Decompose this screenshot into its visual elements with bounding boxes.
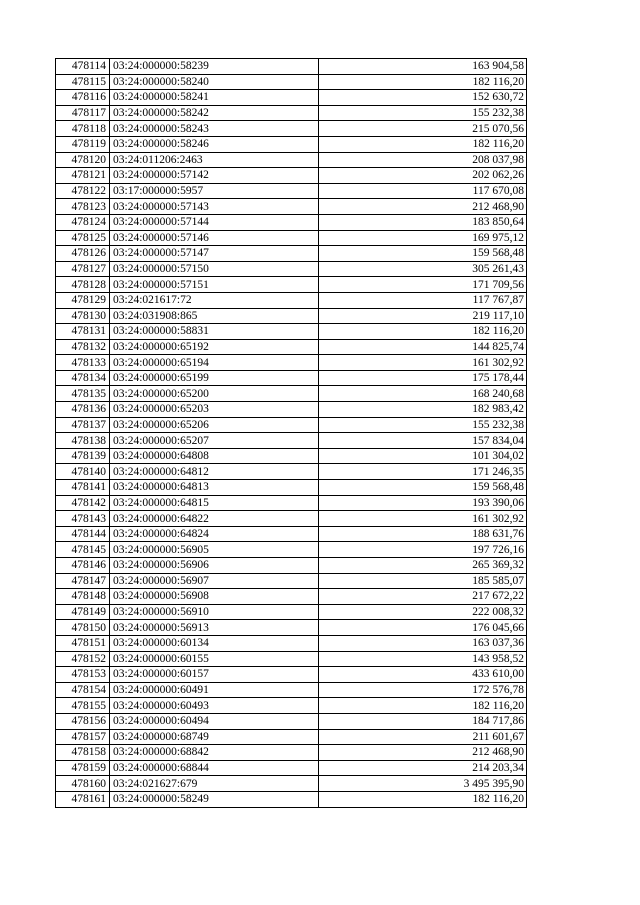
amount-cell: 171 709,56: [319, 277, 527, 293]
cadastral-number-cell: 03:24:000000:60491: [110, 682, 319, 698]
record-number-cell: 478143: [56, 511, 110, 527]
record-number-cell: 478139: [56, 448, 110, 464]
cadastral-number-cell: 03:24:000000:65206: [110, 417, 319, 433]
cadastral-number-cell: 03:24:000000:64815: [110, 495, 319, 511]
cadastral-number-cell: 03:24:000000:57144: [110, 214, 319, 230]
record-number-cell: 478128: [56, 277, 110, 293]
table-row: [56, 308, 527, 324]
amount-cell: 202 062,26: [319, 168, 527, 184]
cadastral-number-cell: 03:24:000000:56913: [110, 620, 319, 636]
table-row: [56, 495, 527, 511]
record-number-cell: 478116: [56, 90, 110, 106]
cadastral-number-cell: 03:24:011206:2463: [110, 152, 319, 168]
table-row: [56, 729, 527, 745]
cadastral-number-cell: 03:24:000000:64822: [110, 511, 319, 527]
amount-cell: 101 304,02: [319, 448, 527, 464]
amount-cell: 161 302,92: [319, 511, 527, 527]
table-row: [56, 214, 527, 230]
amount-cell: 219 117,10: [319, 308, 527, 324]
record-number-cell: 478133: [56, 355, 110, 371]
table-row: [56, 745, 527, 761]
record-number-cell: 478131: [56, 324, 110, 340]
amount-cell: 183 850,64: [319, 214, 527, 230]
table-row: [56, 620, 527, 636]
amount-cell: 212 468,90: [319, 745, 527, 761]
record-number-cell: 478121: [56, 168, 110, 184]
table-row: [56, 121, 527, 137]
table-row: [56, 355, 527, 371]
cadastral-number-cell: 03:24:000000:65194: [110, 355, 319, 371]
cadastral-number-cell: 03:24:000000:58240: [110, 74, 319, 90]
cadastral-number-cell: 03:24:000000:60493: [110, 698, 319, 714]
table-row: [56, 230, 527, 246]
cadastral-number-cell: 03:24:000000:57150: [110, 261, 319, 277]
amount-cell: 214 203,34: [319, 760, 527, 776]
record-number-cell: 478119: [56, 136, 110, 152]
amount-cell: 155 232,38: [319, 105, 527, 121]
amount-cell: 182 116,20: [319, 324, 527, 340]
amount-cell: 175 178,44: [319, 370, 527, 386]
cadastral-number-cell: 03:24:000000:58242: [110, 105, 319, 121]
cadastral-number-cell: 03:24:000000:64808: [110, 448, 319, 464]
record-number-cell: 478129: [56, 292, 110, 308]
record-number-cell: 478135: [56, 386, 110, 402]
record-number-cell: 478118: [56, 121, 110, 137]
record-number-cell: 478144: [56, 526, 110, 542]
cadastral-number-cell: 03:24:000000:57147: [110, 246, 319, 262]
amount-cell: 211 601,67: [319, 729, 527, 745]
amount-cell: 185 585,07: [319, 573, 527, 589]
amount-cell: 163 904,58: [319, 59, 527, 75]
cadastral-number-cell: 03:24:000000:57143: [110, 199, 319, 215]
cadastral-number-cell: 03:24:000000:58249: [110, 791, 319, 807]
cadastral-number-cell: 03:24:000000:57151: [110, 277, 319, 293]
record-number-cell: 478127: [56, 261, 110, 277]
table-row: [56, 168, 527, 184]
table-row: [56, 74, 527, 90]
table-row: [56, 542, 527, 558]
record-number-cell: 478156: [56, 713, 110, 729]
table-row: [56, 433, 527, 449]
amount-cell: 182 116,20: [319, 74, 527, 90]
amount-cell: 265 369,32: [319, 558, 527, 574]
record-number-cell: 478120: [56, 152, 110, 168]
cadastral-number-cell: 03:24:021627:679: [110, 776, 319, 792]
amount-cell: 222 008,32: [319, 604, 527, 620]
amount-cell: 171 246,35: [319, 464, 527, 480]
record-number-cell: 478115: [56, 74, 110, 90]
amount-cell: 184 717,86: [319, 713, 527, 729]
table-row: [56, 791, 527, 807]
record-number-cell: 478152: [56, 651, 110, 667]
amount-cell: 161 302,92: [319, 355, 527, 371]
record-number-cell: 478147: [56, 573, 110, 589]
cadastral-number-cell: 03:24:000000:65207: [110, 433, 319, 449]
table-row: [56, 558, 527, 574]
cadastral-number-cell: 03:24:000000:64812: [110, 464, 319, 480]
cadastral-number-cell: 03:24:000000:56910: [110, 604, 319, 620]
amount-cell: 152 630,72: [319, 90, 527, 106]
cadastral-number-cell: 03:24:000000:60494: [110, 713, 319, 729]
table-row: [56, 277, 527, 293]
amount-cell: 217 672,22: [319, 589, 527, 605]
record-number-cell: 478158: [56, 745, 110, 761]
cadastral-number-cell: 03:24:000000:64813: [110, 480, 319, 496]
table-row: [56, 417, 527, 433]
record-number-cell: 478117: [56, 105, 110, 121]
table-row: [56, 324, 527, 340]
table-row: [56, 480, 527, 496]
table-row: [56, 370, 527, 386]
table-row: [56, 90, 527, 106]
record-number-cell: 478151: [56, 635, 110, 651]
records-table: [55, 58, 527, 808]
amount-cell: 208 037,98: [319, 152, 527, 168]
amount-cell: 176 045,66: [319, 620, 527, 636]
table-row: [56, 511, 527, 527]
table-row: [56, 698, 527, 714]
cadastral-number-cell: 03:24:000000:60134: [110, 635, 319, 651]
table-row: [56, 292, 527, 308]
record-number-cell: 478134: [56, 370, 110, 386]
cadastral-number-cell: 03:24:000000:64824: [110, 526, 319, 542]
cadastral-number-cell: 03:24:000000:58241: [110, 90, 319, 106]
amount-cell: 159 568,48: [319, 480, 527, 496]
cadastral-number-cell: 03:24:031908:865: [110, 308, 319, 324]
table-row: [56, 526, 527, 542]
table-row: [56, 760, 527, 776]
cadastral-number-cell: 03:24:000000:58239: [110, 59, 319, 75]
record-number-cell: 478154: [56, 682, 110, 698]
cadastral-number-cell: 03:24:000000:57142: [110, 168, 319, 184]
table-row: [56, 589, 527, 605]
record-number-cell: 478159: [56, 760, 110, 776]
amount-cell: 163 037,36: [319, 635, 527, 651]
record-number-cell: 478138: [56, 433, 110, 449]
amount-cell: 182 116,20: [319, 136, 527, 152]
amount-cell: 182 983,42: [319, 402, 527, 418]
cadastral-number-cell: 03:24:000000:68749: [110, 729, 319, 745]
amount-cell: 433 610,00: [319, 667, 527, 683]
cadastral-number-cell: 03:24:000000:56906: [110, 558, 319, 574]
record-number-cell: 478160: [56, 776, 110, 792]
amount-cell: 159 568,48: [319, 246, 527, 262]
amount-cell: 117 670,08: [319, 183, 527, 199]
table-row: [56, 152, 527, 168]
table-row: [56, 261, 527, 277]
record-number-cell: 478157: [56, 729, 110, 745]
cadastral-number-cell: 03:24:000000:68844: [110, 760, 319, 776]
record-number-cell: 478153: [56, 667, 110, 683]
amount-cell: 155 232,38: [319, 417, 527, 433]
record-number-cell: 478123: [56, 199, 110, 215]
amount-cell: 193 390,06: [319, 495, 527, 511]
table-row: [56, 448, 527, 464]
record-number-cell: 478145: [56, 542, 110, 558]
cadastral-number-cell: 03:24:000000:60155: [110, 651, 319, 667]
cadastral-number-cell: 03:24:000000:60157: [110, 667, 319, 683]
record-number-cell: 478146: [56, 558, 110, 574]
cadastral-number-cell: 03:24:000000:58246: [110, 136, 319, 152]
record-number-cell: 478130: [56, 308, 110, 324]
record-number-cell: 478132: [56, 339, 110, 355]
table-row: [56, 105, 527, 121]
amount-cell: 305 261,43: [319, 261, 527, 277]
cadastral-number-cell: 03:24:000000:58243: [110, 121, 319, 137]
cadastral-number-cell: 03:24:000000:56905: [110, 542, 319, 558]
amount-cell: 157 834,04: [319, 433, 527, 449]
table-row: [56, 682, 527, 698]
record-number-cell: 478161: [56, 791, 110, 807]
table-row: [56, 651, 527, 667]
amount-cell: 182 116,20: [319, 698, 527, 714]
record-number-cell: 478122: [56, 183, 110, 199]
record-number-cell: 478126: [56, 246, 110, 262]
table-row: [56, 573, 527, 589]
record-number-cell: 478142: [56, 495, 110, 511]
cadastral-number-cell: 03:24:000000:65199: [110, 370, 319, 386]
amount-cell: 144 825,74: [319, 339, 527, 355]
table-row: [56, 464, 527, 480]
table-row: [56, 199, 527, 215]
table-row: [56, 402, 527, 418]
table-row: [56, 667, 527, 683]
amount-cell: 215 070,56: [319, 121, 527, 137]
amount-cell: 188 631,76: [319, 526, 527, 542]
amount-cell: 3 495 395,90: [319, 776, 527, 792]
table-row: [56, 635, 527, 651]
cadastral-number-cell: 03:24:000000:58831: [110, 324, 319, 340]
records-table-body: [56, 59, 527, 808]
amount-cell: 143 958,52: [319, 651, 527, 667]
cadastral-number-cell: 03:24:000000:65200: [110, 386, 319, 402]
record-number-cell: 478148: [56, 589, 110, 605]
record-number-cell: 478140: [56, 464, 110, 480]
record-number-cell: 478124: [56, 214, 110, 230]
table-row: [56, 604, 527, 620]
cadastral-number-cell: 03:24:000000:56907: [110, 573, 319, 589]
amount-cell: 197 726,16: [319, 542, 527, 558]
amount-cell: 168 240,68: [319, 386, 527, 402]
table-row: [56, 339, 527, 355]
cadastral-number-cell: 03:24:000000:57146: [110, 230, 319, 246]
cadastral-number-cell: 03:24:000000:56908: [110, 589, 319, 605]
record-number-cell: 478136: [56, 402, 110, 418]
cadastral-number-cell: 03:24:021617:72: [110, 292, 319, 308]
table-row: [56, 246, 527, 262]
record-number-cell: 478155: [56, 698, 110, 714]
record-number-cell: 478149: [56, 604, 110, 620]
table-row: [56, 386, 527, 402]
amount-cell: 172 576,78: [319, 682, 527, 698]
amount-cell: 182 116,20: [319, 791, 527, 807]
table-row: [56, 776, 527, 792]
amount-cell: 117 767,87: [319, 292, 527, 308]
record-number-cell: 478125: [56, 230, 110, 246]
table-row: [56, 59, 527, 75]
cadastral-number-cell: 03:17:000000:5957: [110, 183, 319, 199]
table-row: [56, 136, 527, 152]
record-number-cell: 478141: [56, 480, 110, 496]
amount-cell: 169 975,12: [319, 230, 527, 246]
table-row: [56, 183, 527, 199]
amount-cell: 212 468,90: [319, 199, 527, 215]
cadastral-number-cell: 03:24:000000:68842: [110, 745, 319, 761]
cadastral-number-cell: 03:24:000000:65192: [110, 339, 319, 355]
record-number-cell: 478137: [56, 417, 110, 433]
record-number-cell: 478114: [56, 59, 110, 75]
cadastral-number-cell: 03:24:000000:65203: [110, 402, 319, 418]
table-row: [56, 713, 527, 729]
record-number-cell: 478150: [56, 620, 110, 636]
